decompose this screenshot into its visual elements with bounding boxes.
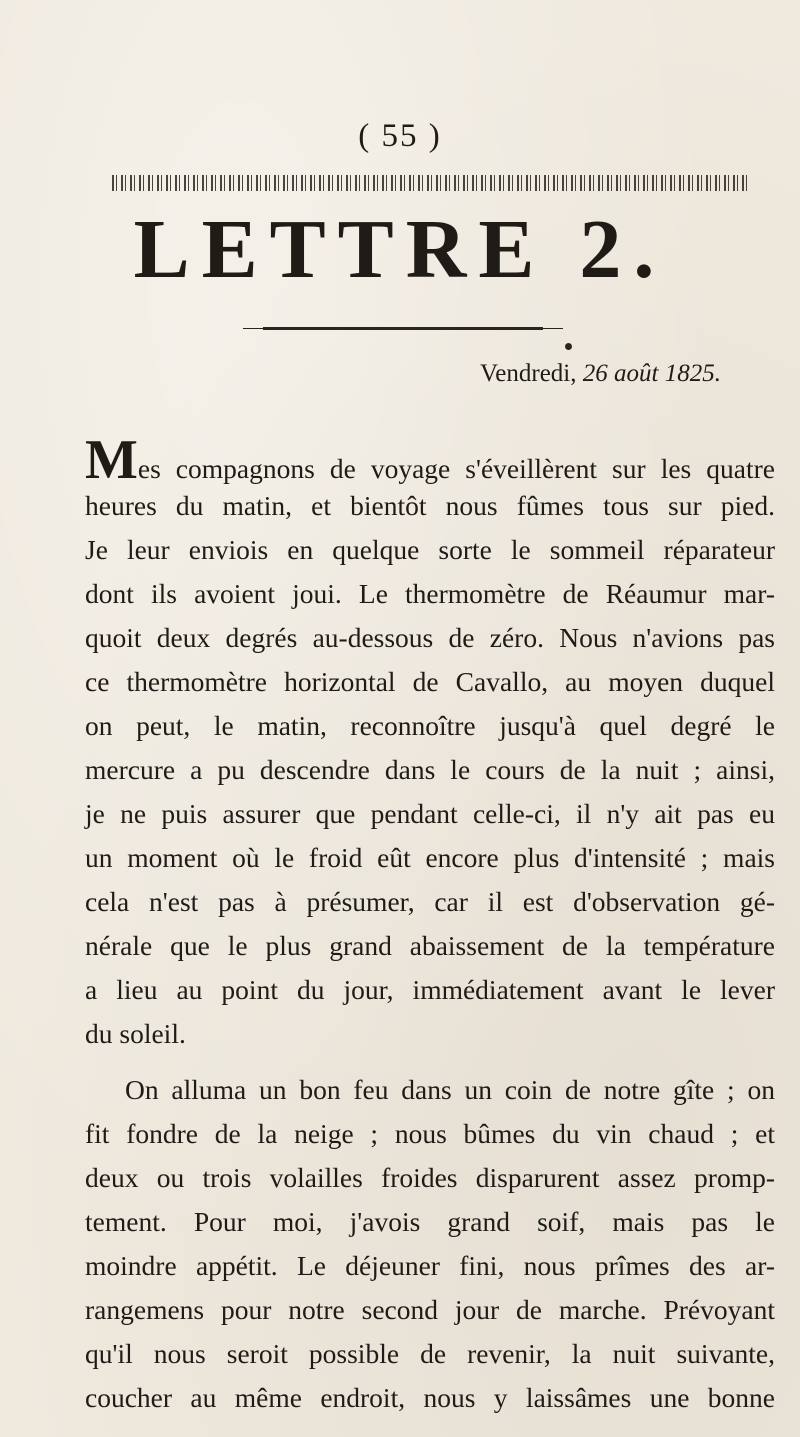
text-line: fit fondre de la neige ; nous bûmes du vin chaud ; et: [85, 1118, 775, 1149]
text-line: coucher au même endroit, nous y laissâmes une bonne: [85, 1382, 775, 1413]
text-line: quoit deux degrés au-dessous de zéro. Nous n'avions pas: [85, 622, 775, 653]
letter-body: [85, 429, 775, 1420]
dateline: [480, 360, 770, 388]
text-line: On alluma un bon feu dans un coin de notre gîte ; on: [125, 1074, 775, 1105]
text-line: mercure a pu descendre dans le cours de la nuit ; ainsi,: [85, 754, 775, 785]
ornamental-border: [112, 175, 748, 191]
printer-dot-mark: [565, 343, 572, 350]
text-line: dont ils avoient joui. Le thermomètre de Réaumur mar-: [85, 578, 775, 609]
paragraph-gap: [85, 1056, 775, 1068]
paragraph-2: [85, 1068, 775, 1420]
text-line: je ne puis assurer que pendant celle-ci, il n'y ait pas eu: [85, 798, 775, 829]
text-line: on peut, le matin, reconnoître jusqu'à quel degré le: [85, 710, 775, 741]
page-number: ( 55 ): [358, 118, 442, 154]
text-line: un moment où le froid eût encore plus d'intensité ; mais: [85, 842, 775, 873]
drop-cap: M: [85, 429, 138, 491]
text-line: Mes compagnons de voyage s'éveillèrent sur les quatre: [85, 429, 775, 491]
decorative-rule: [243, 326, 563, 332]
text-line: ce thermomètre horizontal de Cavallo, au moyen duquel: [85, 666, 775, 697]
text-line: nérale que le plus grand abaissement de la température: [85, 930, 775, 961]
text-line: moindre appétit. Le déjeuner fini, nous prîmes des ar-: [85, 1250, 775, 1281]
text-line: tement. Pour moi, j'avois grand soif, mais pas le: [85, 1206, 775, 1237]
dateline-date: 26 août 1825.: [582, 360, 721, 387]
paragraph-1: [85, 429, 775, 1056]
text-line: heures du matin, et bientôt nous fûmes tous sur pied.: [85, 490, 775, 521]
rule-thick-line: [263, 327, 543, 330]
text-line: Je leur enviois en quelque sorte le sommeil réparateur: [85, 534, 775, 565]
text-line: a lieu au point du jour, immédiatement avant le lever: [85, 974, 775, 1005]
text-line: deux ou trois volailles froides disparurent assez promp-: [85, 1162, 775, 1193]
letter-title: LETTRE 2.: [133, 203, 667, 296]
text-line: du soleil.: [85, 1018, 186, 1049]
text-line: qu'il nous seroit possible de revenir, la nuit suivante,: [85, 1338, 775, 1369]
text-line: cela n'est pas à présumer, car il est d'observation gé-: [85, 886, 775, 917]
dateline-day: Vendredi,: [480, 360, 583, 387]
text-line: rangemens pour notre second jour de marche. Prévoyant: [85, 1294, 775, 1325]
